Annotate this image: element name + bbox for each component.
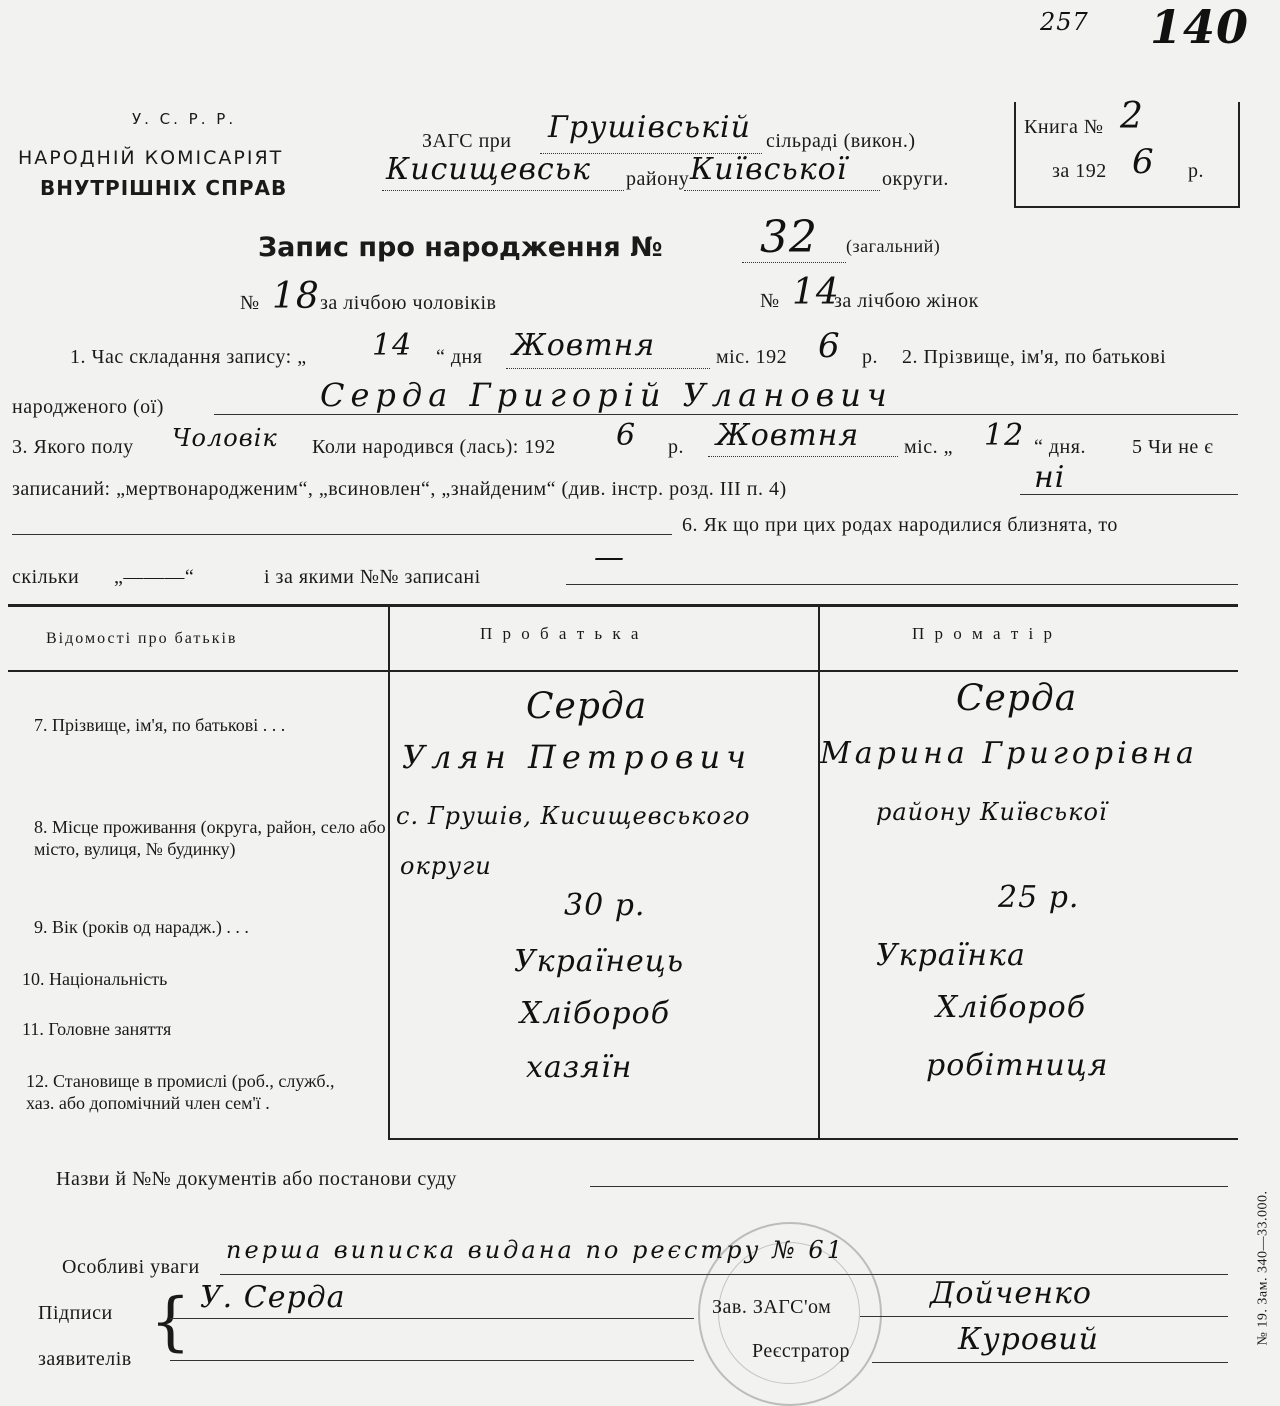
women-suffix: за лічбою жінок <box>834 290 979 312</box>
field1-month: Жовтня <box>512 328 656 363</box>
mother-age: 25 р. <box>998 880 1080 915</box>
father-age: 30 р. <box>564 888 646 923</box>
row-label-residence: 8. Місце проживання (округа, район, село або місто, вулиця, № будинку) <box>34 817 386 859</box>
field2-value: Серда Григорій Уланович <box>320 376 893 414</box>
signatures-label2: заявителів <box>38 1348 132 1370</box>
table-header-rule <box>8 670 1238 672</box>
row-label-nationality: 10. Національність <box>22 969 168 989</box>
field4-year: 6 <box>616 418 637 453</box>
signatures-brace: { <box>150 1285 191 1359</box>
field6-label2b: „———“ <box>114 566 195 588</box>
archive-mark-right: 140 <box>1150 0 1250 54</box>
men-prefix: № <box>240 292 260 314</box>
field1-mis: міс. 192 <box>716 346 788 368</box>
mother-residence: району Київської <box>876 798 1108 826</box>
zags-suffix: сільраді (викон.) <box>766 130 916 152</box>
mother-occupation: Хлібороб <box>936 990 1087 1025</box>
page-title: Запис про народження № <box>258 232 663 263</box>
father-surname: Серда <box>526 686 648 727</box>
book-year-suffix: р. <box>1188 160 1204 182</box>
field4-month: Жовтня <box>716 418 860 453</box>
applicant-signature: У. Серда <box>200 1280 346 1315</box>
table-header-info: Відомості про батьків <box>46 630 238 647</box>
field1-day-suffix: “ дня <box>436 346 483 368</box>
women-prefix: № <box>760 290 780 312</box>
mother-surname: Серда <box>956 678 1078 719</box>
women-number: 14 <box>792 272 840 313</box>
row-label-occupation: 11. Головне заняття <box>22 1019 172 1039</box>
registrar-label: Реєстратор <box>752 1340 851 1362</box>
field6-label2c: і за якими №№ записані <box>264 566 481 588</box>
header-republic: У. С. Р. Р. <box>132 110 237 128</box>
field5-label: 5 Чи не є <box>1132 436 1214 458</box>
notes-value: перша виписка видана по реєстру № 61 <box>226 1236 845 1264</box>
field4-r: р. <box>668 436 684 458</box>
row-label-name: 7. Прізвище, ім'я, по батькові . . . <box>34 715 286 735</box>
field6-value: — <box>594 540 625 575</box>
documents-label: Назви й №№ документів або постанови суду <box>56 1168 457 1190</box>
zags-district: Кисищевськ <box>386 152 591 187</box>
field6-label2a: скільки <box>12 566 80 588</box>
father-occupation: Хлібороб <box>520 996 671 1031</box>
field5-value: ні <box>1034 460 1066 495</box>
field6-label: 6. Як що при цих родах народилися близнята, то <box>682 514 1118 536</box>
zags-village: Грушівській <box>548 110 751 145</box>
mother-nationality: Українка <box>876 938 1026 973</box>
zags-prefix: ЗАГС при <box>422 130 512 152</box>
book-label: Книга № <box>1024 116 1104 138</box>
mother-name: Марина Григорівна <box>820 736 1198 771</box>
father-residence: с. Грушів, Кисищевського <box>396 802 751 830</box>
field4-day: 12 <box>984 418 1025 453</box>
field1-year: 6 <box>818 326 841 366</box>
book-year-digit: 6 <box>1132 142 1155 182</box>
title-suffix: (загальний) <box>846 236 941 256</box>
field1-r: р. <box>862 346 878 368</box>
head-label: Зав. ЗАГС'ом <box>712 1296 832 1318</box>
table-top-rule <box>8 604 1238 607</box>
table-divider-1 <box>388 604 390 1138</box>
header-department: ВНУТРІШНІХ СПРАВ <box>40 176 288 200</box>
head-signature: Дойченко <box>930 1276 1092 1311</box>
zags-district-suffix: району <box>626 168 690 190</box>
table-header-mother: П р о м а т і р <box>912 624 1055 643</box>
father-nationality: Українець <box>514 944 685 979</box>
signatures-label: Підписи <box>38 1302 113 1324</box>
row-label-age: 9. Вік (років од нарадж.) . . . <box>34 917 249 937</box>
mother-status: робітниця <box>926 1048 1109 1083</box>
field4-label: Коли народився (лась): 192 <box>312 436 556 458</box>
archive-mark-left: 257 <box>1040 8 1089 36</box>
field1-day: 14 <box>372 328 413 363</box>
book-year-prefix: за 192 <box>1052 160 1107 182</box>
table-bottom-rule <box>388 1138 1238 1140</box>
field4-mis: міс. „ <box>904 436 953 458</box>
father-status: хазяїн <box>526 1050 633 1085</box>
table-divider-2 <box>818 604 820 1138</box>
field5-label2: записаний: „мертвонародженим“, „всиновлен“, „знайденим“ (див. інстр. розд. III п. 4) <box>12 478 787 500</box>
book-number: 2 <box>1120 96 1144 137</box>
record-number: 32 <box>760 212 818 263</box>
men-number: 18 <box>272 276 320 317</box>
side-print: № 19. Зам. 340—33.000. <box>1255 1190 1271 1346</box>
header-commissariat: НАРОДНІЙ КОМІСАРІЯТ <box>18 147 284 169</box>
row-label-status: 12. Становище в промислі (роб., служб., хаз. або допомічний член сем'ї . <box>26 1071 335 1113</box>
father-name: Улян Петрович <box>402 738 753 776</box>
field1-label: 1. Час складання запису: „ <box>70 346 307 368</box>
notes-label: Особливі уваги <box>62 1256 200 1278</box>
field2-label2: народженого (ої) <box>12 396 164 418</box>
table-header-father: П р о б а т ь к а <box>480 624 642 643</box>
registrar-signature: Куровий <box>958 1322 1099 1357</box>
field2-label: 2. Прізвище, ім'я, по батькові <box>902 346 1167 368</box>
zags-okruha-suffix: округи. <box>882 168 949 190</box>
field3-value: Чоловік <box>172 424 278 452</box>
men-suffix: за лічбою чоловіків <box>320 292 497 314</box>
field3-label: 3. Якого полу <box>12 436 134 458</box>
field4-day-suffix: “ дня. <box>1034 436 1086 458</box>
zags-okruha: Київської <box>690 152 848 187</box>
father-residence-2: округи <box>400 852 492 880</box>
